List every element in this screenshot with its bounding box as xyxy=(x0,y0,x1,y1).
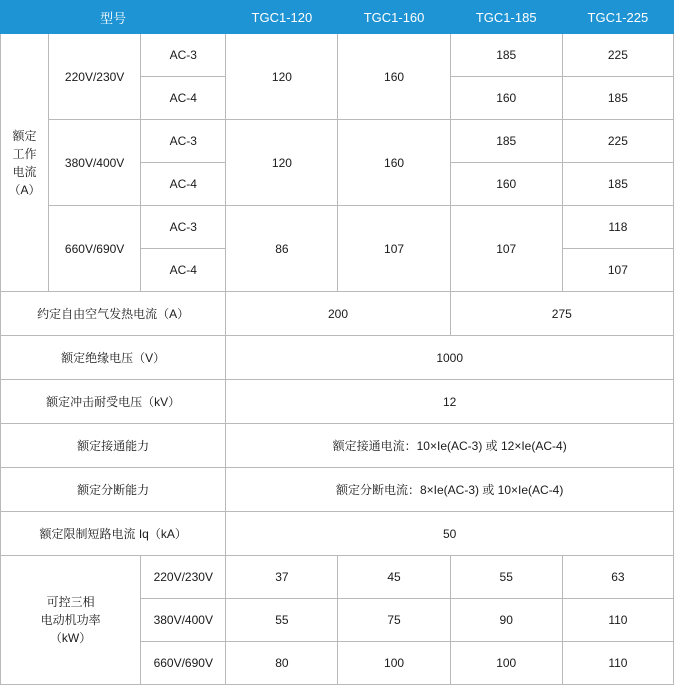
table-header-row xyxy=(1,1,674,34)
value-380v-160: 160 xyxy=(338,120,450,206)
value-380v-120: 120 xyxy=(226,120,338,206)
voltage-label-660v: 660V/690V xyxy=(49,206,141,292)
value-220v-160: 160 xyxy=(338,34,450,120)
value-220v-120: 120 xyxy=(226,34,338,120)
label-making-capacity: 额定接通能力 xyxy=(1,424,226,468)
value-380v-ac3-185: 185 xyxy=(450,120,562,163)
motor-power-220v-160: 45 xyxy=(338,556,450,599)
table-row xyxy=(1,424,674,468)
table-row xyxy=(1,468,674,512)
voltage-label-380v: 380V/400V xyxy=(49,120,141,206)
table-row xyxy=(1,292,674,336)
motor-power-label-line-2: 电动机功率 xyxy=(40,613,101,627)
utilization-category-ac4: AC-4 xyxy=(141,249,226,292)
header-col-tgc1-120: TGC1-120 xyxy=(226,1,338,34)
label-thermal-current: 约定自由空气发热电流（A） xyxy=(1,292,226,336)
motor-power-220v-185: 55 xyxy=(450,556,562,599)
motor-power-660v-225: 110 xyxy=(562,642,673,685)
table-row xyxy=(1,380,674,424)
motor-power-220v-120: 37 xyxy=(226,556,338,599)
value-380v-ac4-185: 160 xyxy=(450,163,562,206)
rated-current-label-line-2: 工作 xyxy=(12,146,37,161)
motor-power-660v-120: 80 xyxy=(226,642,338,685)
table-row xyxy=(1,206,674,249)
value-660v-ac3-118: 118 xyxy=(562,206,673,249)
utilization-category-ac4: AC-4 xyxy=(141,163,226,206)
label-short-circuit-current: 额定限制短路电流 Iq（kA） xyxy=(1,512,226,556)
label-impulse-voltage: 额定冲击耐受电压（kV） xyxy=(1,380,226,424)
motor-power-380v-185: 90 xyxy=(450,599,562,642)
value-impulse-voltage: 12 xyxy=(226,380,674,424)
motor-power-label-line-3: （kW） xyxy=(49,631,92,645)
value-short-circuit-current: 50 xyxy=(226,512,674,556)
label-breaking-capacity: 额定分断能力 xyxy=(1,468,226,512)
value-660v-ac4-107: 107 xyxy=(562,249,673,292)
value-660v-86: 86 xyxy=(226,206,338,292)
value-thermal-current-275: 275 xyxy=(450,292,673,336)
value-380v-ac3-225: 225 xyxy=(562,120,673,163)
utilization-category-ac3: AC-3 xyxy=(141,206,226,249)
rated-current-label-line-4: （A） xyxy=(8,182,41,197)
motor-voltage-380v: 380V/400V xyxy=(141,599,226,642)
value-220v-ac3-225: 225 xyxy=(562,34,673,77)
value-220v-ac4-225: 185 xyxy=(562,77,673,120)
header-col-tgc1-160: TGC1-160 xyxy=(338,1,450,34)
header-col-tgc1-225: TGC1-225 xyxy=(562,1,673,34)
table-row xyxy=(1,556,674,599)
utilization-category-ac3: AC-3 xyxy=(141,34,226,77)
rated-current-label xyxy=(1,34,49,292)
motor-power-380v-225: 110 xyxy=(562,599,673,642)
motor-voltage-220v: 220V/230V xyxy=(141,556,226,599)
motor-power-660v-185: 100 xyxy=(450,642,562,685)
voltage-label-220v: 220V/230V xyxy=(49,34,141,120)
value-220v-ac3-185: 185 xyxy=(450,34,562,77)
value-380v-ac4-225: 185 xyxy=(562,163,673,206)
header-model-label: 型号 xyxy=(1,1,226,34)
utilization-category-ac3: AC-3 xyxy=(141,120,226,163)
table-row xyxy=(1,336,674,380)
motor-power-220v-225: 63 xyxy=(562,556,673,599)
rated-current-label-line-3: 电流 xyxy=(12,164,37,179)
table-row xyxy=(1,512,674,556)
label-insulation-voltage: 额定绝缘电压（V） xyxy=(1,336,226,380)
motor-power-380v-160: 75 xyxy=(338,599,450,642)
motor-power-label-line-1: 可控三相 xyxy=(46,595,95,609)
motor-power-label xyxy=(1,556,141,685)
table-row xyxy=(1,120,674,163)
header-col-tgc1-185: TGC1-185 xyxy=(450,1,562,34)
value-breaking-capacity: 额定分断电流：8×Ie(AC-3) 或 10×Ie(AC-4) xyxy=(226,468,674,512)
utilization-category-ac4: AC-4 xyxy=(141,77,226,120)
value-thermal-current-200: 200 xyxy=(226,292,450,336)
motor-voltage-660v: 660V/690V xyxy=(141,642,226,685)
value-220v-ac4-185: 160 xyxy=(450,77,562,120)
value-660v-107b: 107 xyxy=(450,206,562,292)
value-insulation-voltage: 1000 xyxy=(226,336,674,380)
table-row xyxy=(1,34,674,77)
motor-power-380v-120: 55 xyxy=(226,599,338,642)
value-making-capacity: 额定接通电流：10×Ie(AC-3) 或 12×Ie(AC-4) xyxy=(226,424,674,468)
value-660v-107a: 107 xyxy=(338,206,450,292)
motor-power-660v-160: 100 xyxy=(338,642,450,685)
rated-current-label-line-1: 额定 xyxy=(12,128,37,143)
